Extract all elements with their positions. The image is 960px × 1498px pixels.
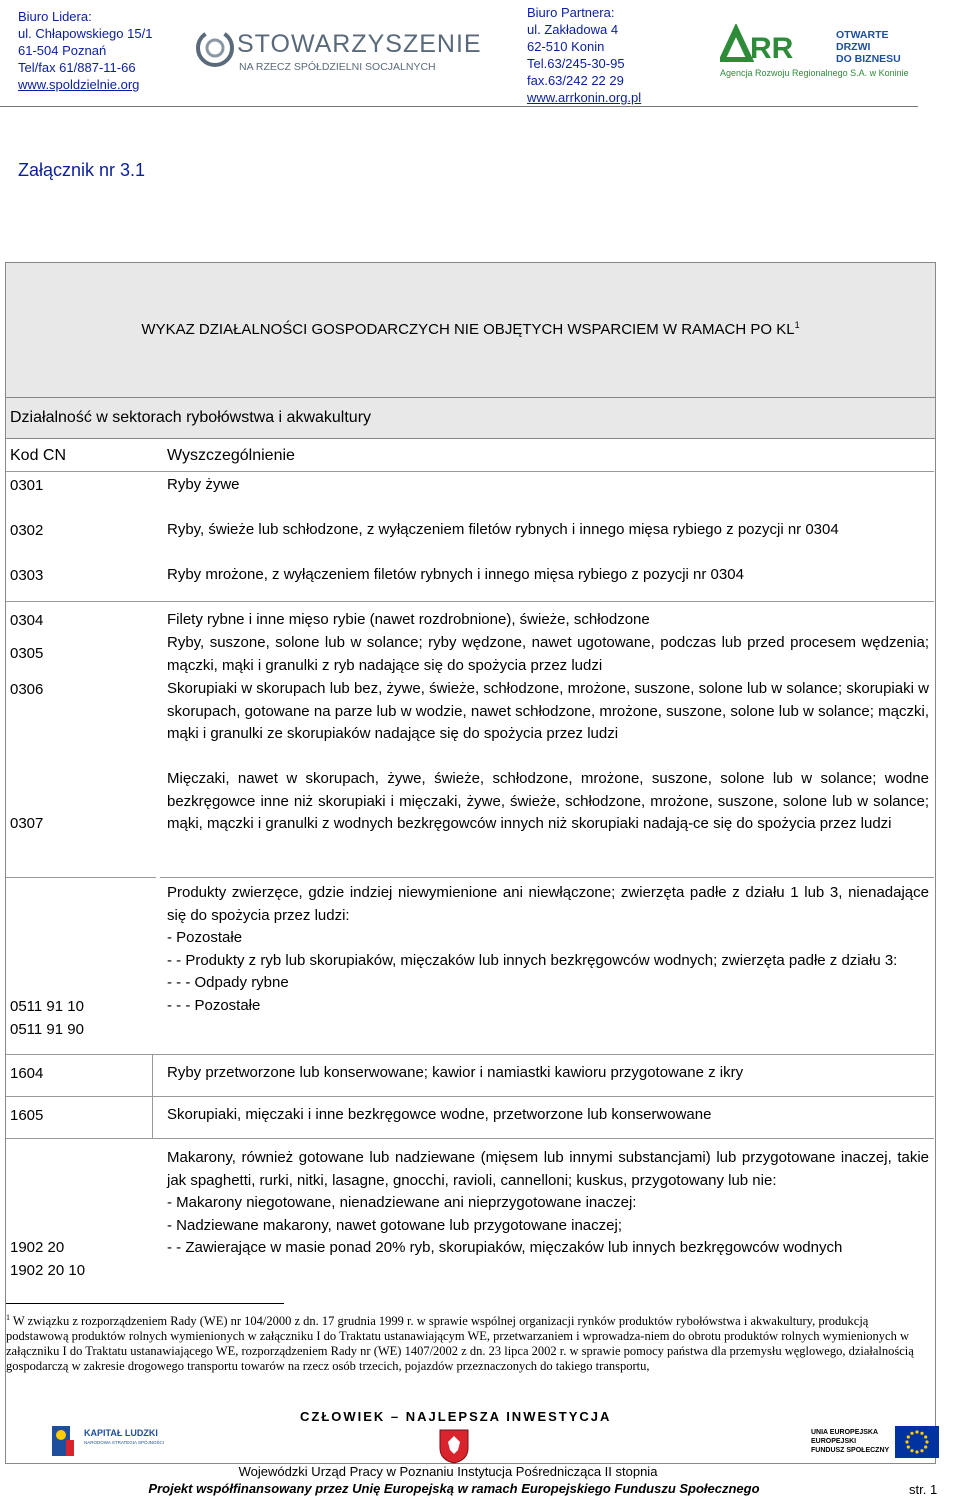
eu-flag-icon bbox=[895, 1426, 939, 1458]
table-title-band bbox=[6, 263, 935, 398]
arr-slogan bbox=[836, 29, 920, 65]
row-separator bbox=[6, 601, 934, 602]
table-row-description: Ryby żywe bbox=[167, 476, 240, 493]
table-title-text: WYKAZ DZIAŁALNOŚCI GOSPODARCZYCH NIE OBJĘTYCH WSPARCIEM W RAMACH PO KL bbox=[141, 321, 795, 338]
arr-slogan-line2: DO BIZNESU bbox=[836, 53, 901, 65]
table-row-description: Filety rybne i inne mięso rybie (nawet rozdrobnione), świeże, schłodzone bbox=[167, 611, 650, 628]
table-row-code: 1604 bbox=[10, 1065, 44, 1082]
lider-city: 61-504 Poznań bbox=[18, 43, 107, 58]
cofinancing-statement: Projekt współfinansowany przez Unię Europejską w ramach Europejskiego Funduszu Społecznego bbox=[148, 1481, 760, 1496]
table-row-code: 0302 bbox=[10, 522, 44, 539]
lider-address: ul. Chłapowskiego 15/1 bbox=[18, 26, 153, 41]
column-header-description: Wyszczególnienie bbox=[167, 447, 295, 464]
column-header-code: Kod CN bbox=[10, 447, 67, 464]
table-row-description: Mięczaki, nawet w skorupach, żywe, świeże, schłodzone, mrożone, suszone, solone lub w solance; wodne bezkręgowce inne niż skorupiaki i mięczaki, żywe, świeże, schłodzone, mrożone, suszone, solone lub w solance; mąki, mączki i granulki z wodnych bezkręgowców innych niż skorupiaki nadają-ce się do spożycia przez ludzi bbox=[167, 770, 929, 832]
stowarzyszenie-logo bbox=[195, 22, 485, 82]
partner-address-block bbox=[527, 4, 641, 106]
table-row-code: 0301 bbox=[10, 477, 44, 494]
stowarzyszenie-logo-subtitle: NA RZECZ SPÓŁDZIELNI SOCJALNYCH bbox=[239, 61, 436, 73]
table-title bbox=[6, 320, 935, 338]
footnote-text: W związku z rozporządzeniem Rady (WE) nr 104/2000 z dn. 17 grudnia 1999 r. w sprawie wspólnej organizacji rynków produktów rybołówstwa i akwakultury, produkcją podstawową produktów rolnych wymienionych w załączniku I do Traktatu ustanawiającym WE, przetwarzaniem i wprowadza-niem do obrotu produktów rolnych wymienionych w załączniku I do Traktatu ustanawiającego WE, rozporządzeniem Rady nr (WE) 1407/2002 z dn. 23 lipca 2002 r. w sprawie pomocy państwa dla przemysłu węglowego, działalnością gospodarczą w zakresie drogowego transportu towarów na rzecz osób trzecich, pojazdów przeznaczonych do takiego transportu, bbox=[6, 1314, 914, 1374]
table-row-code: 0306 bbox=[10, 681, 44, 698]
table-row-code: 0304 bbox=[10, 612, 44, 629]
arr-agency-name: Agencja Rozwoju Regionalnego S.A. w Koninie bbox=[720, 68, 909, 78]
arr-emblem-icon bbox=[720, 24, 808, 62]
eu-line3: FUNDUSZ SPOŁECZNY bbox=[811, 1447, 890, 1454]
kapital-ludzki-icon bbox=[50, 1424, 76, 1458]
lider-title: Biuro Lidera: bbox=[18, 9, 92, 24]
lider-phone: Tel/fax 61/887-11-66 bbox=[18, 60, 136, 75]
kapital-ludzki-logo bbox=[50, 1422, 190, 1462]
row-separator bbox=[6, 877, 156, 878]
table-row-description: Ryby przetworzone lub konserwowane; kawior i namiastki kawioru przygotowane z ikry bbox=[167, 1064, 744, 1081]
table-row-code: 0305 bbox=[10, 645, 44, 662]
table-row-code: 1605 bbox=[10, 1107, 44, 1124]
row-separator bbox=[160, 877, 934, 878]
table-row-description: Produkty zwierzęce, gdzie indziej niewymienione ani niewłączone; zwierzęta padłe z działu 1 lub 3, nienadające się do spożycia przez ludzi: - Pozostałe - - Produkty z ryb lub skorupiaków, mięczaków lub innych bezkręgowców wodnych; zwierzęta padłe z działu 3: - - - Odpady rybne - - - Pozostałe bbox=[167, 884, 929, 1014]
column-divider bbox=[152, 1054, 153, 1096]
eu-efs-logo bbox=[811, 1420, 941, 1464]
sector-heading bbox=[6, 398, 935, 439]
table-row-code: 0303 bbox=[10, 567, 44, 584]
table-row-description: Ryby mrożone, z wyłączeniem filetów rybnych i innego mięsa rybiego z pozycji nr 0304 bbox=[167, 566, 744, 583]
footer-slogan: CZŁOWIEK – NAJLEPSZA INWESTYCJA bbox=[300, 1409, 612, 1424]
wup-statement: Wojewódzki Urząd Pracy w Poznaniu Instytucja Pośrednicząca II stopnia bbox=[238, 1464, 658, 1479]
table-row-description: Ryby, świeże lub schłodzone, z wyłączeniem filetów rybnych i innego mięsa rybiego z pozycji nr 0304 bbox=[167, 521, 839, 538]
table-row-code: 0511 91 10 0511 91 90 bbox=[10, 998, 84, 1038]
kapital-ludzki-title: KAPITAŁ LUDZKI bbox=[84, 1428, 158, 1438]
stowarzyszenie-emblem-icon bbox=[195, 26, 235, 70]
partner-fax: fax.63/242 22 29 bbox=[527, 73, 624, 88]
table-row-code: 0307 bbox=[10, 815, 44, 832]
row-separator bbox=[6, 1096, 934, 1097]
excluded-activities-table bbox=[5, 262, 936, 1464]
page-number: str. 1 bbox=[909, 1482, 938, 1497]
eu-text bbox=[811, 1428, 889, 1455]
wielkopolska-coat-of-arms-icon bbox=[438, 1428, 470, 1464]
partner-title: Biuro Partnera: bbox=[527, 5, 615, 20]
partner-address: ul. Zakładowa 4 bbox=[527, 22, 619, 37]
table-title-footnote-mark[interactable]: 1 bbox=[794, 320, 800, 330]
arr-logo bbox=[720, 24, 920, 84]
kapital-ludzki-subtitle: NARODOWA STRATEGIA SPÓJNOŚCI bbox=[84, 1440, 165, 1445]
row-separator bbox=[6, 471, 934, 472]
partner-city: 62-510 Konin bbox=[527, 39, 605, 54]
table-row-description: Skorupiaki, mięczaki i inne bezkręgowce wodne, przetworzone lub konserwowane bbox=[167, 1106, 712, 1123]
table-row-description: Skorupiaki w skorupach lub bez, żywe, świeże, schłodzone, mrożone, suszone, solone lub w solance; skorupiaki w skorupach, gotowane na parze lub w wodzie, nawet schłodzone, mrożone, suszone, solone lub w solance; mączki, mąki i granulki ze skorupiaków nadające się do spożycia przez ludzi bbox=[167, 680, 929, 742]
arr-slogan-line1: OTWARTE DRZWI bbox=[836, 29, 889, 53]
partner-tel: Tel.63/245-30-95 bbox=[527, 56, 625, 71]
lider-www-link[interactable]: www.spoldzielnie.org bbox=[18, 77, 140, 92]
sector-heading-text: Działalność w sektorach rybołówstwa i akwakultury bbox=[10, 409, 372, 426]
eu-line2: EUROPEJSKI bbox=[811, 1438, 857, 1445]
row-separator bbox=[6, 1054, 934, 1055]
table-row-code: 1902 20 1902 20 10 bbox=[10, 1239, 86, 1279]
svg-text:RR: RR bbox=[750, 32, 794, 62]
eu-line1: UNIA EUROPEJSKA bbox=[811, 1429, 879, 1436]
table-row-description: Ryby, suszone, solone lub w solance; ryby wędzone, nawet ugotowane, podczas lub przed procesem wędzenia; mączki, mąki i granulki z ryb nadające się do spożycia przez ludzi bbox=[167, 634, 929, 674]
partner-www-link[interactable]: www.arrkonin.org.pl bbox=[527, 90, 642, 105]
stowarzyszenie-logo-title: STOWARZYSZENIE bbox=[237, 30, 482, 58]
annex-label: Załącznik nr 3.1 bbox=[18, 160, 146, 180]
footnote-rule bbox=[6, 1303, 284, 1304]
lider-address-block bbox=[18, 8, 152, 93]
table-row-description: Makarony, również gotowane lub nadziewane (mięsem lub innymi substancjami) lub przygotowane inaczej, takie jak spaghetti, rurki, nitki, lasagne, gnocchi, ravioli, cannelloni; kuskus, przygotowany lub nie: - Makarony niegotowane, nienadziewane ani nieprzygotowane inaczej: - Nadziewane makarony, nawet gotowane lub przygotowane inaczej; - - Zawierające w masie ponad 20% ryb, skorupiaków, mięczaków lub innych bezkręgowców wodnych bbox=[167, 1149, 929, 1256]
column-divider bbox=[152, 1096, 153, 1138]
footnote-mark: 1 bbox=[6, 1313, 10, 1322]
footnote bbox=[6, 1310, 918, 1374]
row-separator bbox=[6, 1138, 934, 1139]
header-divider bbox=[0, 106, 918, 107]
